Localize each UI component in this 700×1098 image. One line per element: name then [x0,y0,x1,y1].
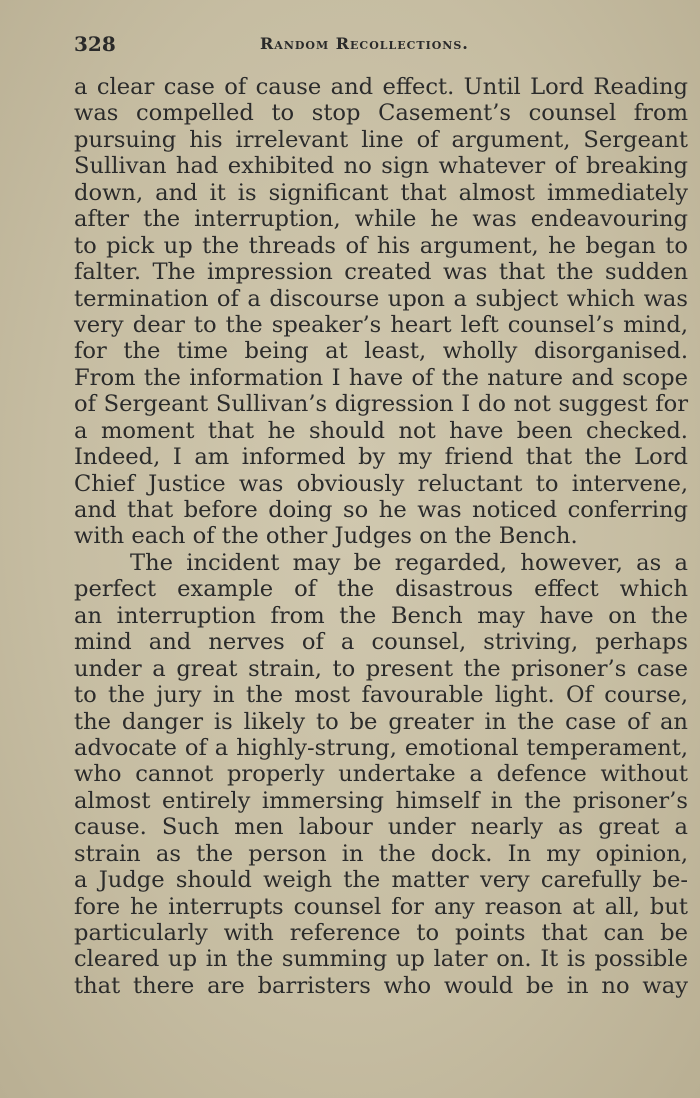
text-line: a clear case of cause and effect. Until Lord Reading [74,74,688,100]
text-line: for the time being at least, wholly disorganised. [74,338,688,365]
text-line: strain as the person in the dock. In my opinion, [74,840,688,867]
text-line: a moment that he should not have been checked. [74,417,688,444]
text-line: an interruption from the Bench may have on the [74,602,688,629]
page-number: 328 [74,32,116,56]
text-line: after the interruption, while he was endeavouring [74,206,688,233]
text-line: who cannot properly undertake a defence without [74,761,688,788]
text-line: cleared up in the summing up later on. It is possible [74,946,688,973]
text-line: perfect example of the disastrous effect which [74,576,688,603]
text-line: with each of the other Judges on the Bench. [74,523,578,550]
text-line: Sullivan had exhibited no sign whatever of breaking [74,153,688,180]
text-line: Indeed, I am informed by my friend that the Lord [74,444,688,471]
text-line: that there are barristers who would be in no way [74,972,688,999]
text-line: to pick up the threads of his argument, he began to [74,232,688,259]
text-line: of Sergeant Sullivan’s digression I do not suggest for [74,391,688,418]
text-line: was compelled to stop Casement’s counsel from [74,100,688,127]
text-line: fore he interrupts counsel for any reason at all, but [74,893,688,920]
text-line: very dear to the speaker’s heart left counsel’s mind, [74,311,688,338]
text-line: cause. Such men labour under nearly as great a [74,814,688,841]
text-line: particularly with reference to points that can be [74,920,688,946]
text-line: the danger is likely to be greater in the case of an [74,708,688,735]
running-head: Random Recollections. [260,34,469,53]
text-line: falter. The impression created was that the sudden [74,259,688,286]
text-line: Chief Justice was obviously reluctant to intervene, [74,470,688,497]
text-line: mind and nerves of a counsel, striving, perhaps [74,629,688,656]
text-line: to the jury in the most favourable light. Of course, [74,682,688,709]
text-line: under a great strain, to present the prisoner’s case [74,655,688,682]
text-line: pursuing his irrelevant line of argument, Sergeant [74,126,688,153]
text-line: The incident may be regarded, however, as a [130,549,688,576]
text-line: almost entirely immersing himself in the prisoner’s [74,787,688,814]
text-line: From the information I have of the nature and scope [74,364,688,391]
text-line: termination of a discourse upon a subject which was [74,285,688,312]
text-line: advocate of a highly-strung, emotional temperament, [74,734,688,761]
text-line: down, and it is significant that almost immediately [74,179,688,206]
page-header [74,32,688,60]
body-text [74,74,688,999]
text-line: and that before doing so he was noticed conferring [74,497,688,523]
text-line: a Judge should weigh the matter very carefully be- [74,867,688,894]
